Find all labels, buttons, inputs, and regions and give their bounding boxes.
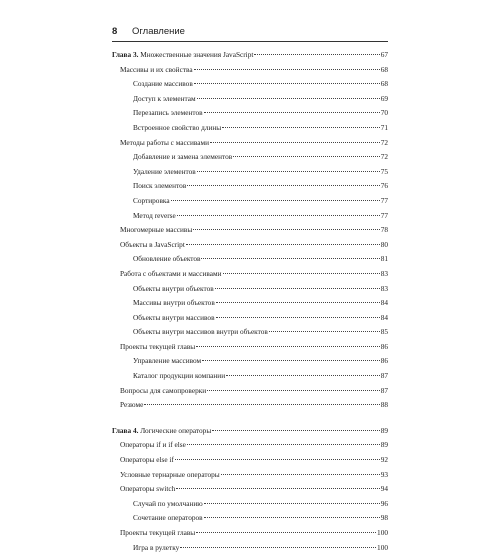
toc-page-number: 72 [380, 137, 388, 147]
toc-entry-text: Резюме [120, 400, 144, 410]
toc-page-number: 77 [380, 210, 388, 220]
toc-page-number: 89 [380, 425, 388, 435]
toc-entry-text: Игра в рулетку [133, 542, 180, 552]
toc-entry-title [133, 369, 225, 384]
toc-page-number: 93 [380, 469, 388, 479]
toc-entry[interactable] [112, 398, 388, 413]
dot-leader [202, 360, 380, 361]
toc-page-number: 86 [380, 341, 388, 351]
toc-entry-title [133, 179, 186, 194]
toc-entry-title [133, 296, 215, 311]
dot-leader [201, 258, 379, 259]
toc-entry-title [133, 92, 196, 107]
toc-page-number: 75 [380, 166, 388, 176]
toc-entry-text: Метод reverse [133, 210, 176, 220]
toc-entry-title [133, 209, 176, 224]
toc-entry-title [133, 194, 170, 209]
dot-leader [196, 532, 376, 533]
toc-entry-text: Условные тернарные операторы [120, 469, 220, 479]
toc-entry-text: Проекты текущей главы [120, 341, 196, 351]
dot-leader [216, 317, 380, 318]
dot-leader [193, 229, 379, 230]
toc-entry-text: Обновление объектов [133, 254, 201, 264]
toc-entry-text: Операторы if и if else [120, 440, 186, 450]
toc-entry-title [112, 424, 211, 439]
toc-entry[interactable] [112, 136, 388, 151]
toc-entry-text: Методы работы с массивами [120, 137, 210, 147]
dot-leader [176, 488, 379, 489]
toc-entry-title [133, 282, 214, 297]
toc-entry-title [133, 325, 268, 340]
toc-entry-title [120, 384, 206, 399]
dot-leader [196, 346, 379, 347]
toc-entry[interactable] [112, 165, 388, 180]
header-rule [112, 41, 388, 42]
toc-page-number: 94 [380, 484, 388, 494]
toc-entry-text: Массивы внутри объектов [133, 298, 215, 308]
chapter-label: Глава 4. [112, 425, 139, 435]
toc-entry-text: Множественные значения JavaScript [140, 50, 254, 59]
toc-entry-text: Объекты внутри массивов внутри объектов [133, 327, 268, 337]
toc-entry-text: Удаление элементов [133, 166, 196, 176]
toc-page-number: 83 [380, 268, 388, 278]
toc-chapter-entry[interactable] [112, 424, 388, 439]
toc-entry-title [112, 48, 253, 63]
toc-entry-title [120, 526, 195, 541]
toc-entry[interactable] [112, 63, 388, 78]
toc-entry-title [120, 482, 175, 497]
toc-page-number: 72 [380, 152, 388, 162]
toc-entry[interactable] [112, 106, 388, 121]
dot-leader [197, 171, 380, 172]
toc-page-number: 68 [380, 79, 388, 89]
toc-entry[interactable] [112, 354, 388, 369]
toc-entry-title [133, 497, 203, 512]
toc-entry-text: Сортировка [133, 195, 170, 205]
toc-page-number: 68 [380, 64, 388, 74]
dot-leader [187, 444, 380, 445]
section-gap [112, 413, 388, 424]
header-title: Оглавление [132, 26, 185, 37]
toc-page-number: 83 [380, 283, 388, 293]
dot-leader [210, 142, 380, 143]
toc-entry-text: Операторы else if [120, 455, 174, 465]
toc-page-number: 98 [380, 513, 388, 523]
dot-leader [194, 69, 380, 70]
dot-leader [175, 459, 380, 460]
toc-entry-title [120, 468, 220, 483]
toc-entry[interactable] [112, 238, 388, 253]
toc-entry-text: Вопросы для самопроверки [120, 385, 207, 395]
toc-entry[interactable] [112, 453, 388, 468]
toc-entry[interactable] [112, 92, 388, 107]
dot-leader [221, 474, 380, 475]
toc-entry[interactable] [112, 296, 388, 311]
toc-entry[interactable] [112, 194, 388, 209]
toc-entry-title [133, 150, 232, 165]
toc-entry[interactable] [112, 497, 388, 512]
toc-entry-text: Доступ к элементам [133, 93, 196, 103]
toc-entry-title [133, 541, 179, 555]
toc-page-number: 70 [380, 108, 388, 118]
dot-leader [186, 244, 380, 245]
toc-entry-title [120, 267, 222, 282]
toc-entry-title [120, 238, 185, 253]
toc-entry-text: Объекты в JavaScript [120, 239, 185, 249]
toc-entry-title [120, 223, 192, 238]
toc-entry[interactable] [112, 438, 388, 453]
running-header [112, 26, 388, 37]
toc-entry[interactable] [112, 77, 388, 92]
toc-entry-text: Объекты внутри массивов [133, 312, 215, 322]
toc-entry-title [133, 77, 193, 92]
toc-entry-title [120, 398, 143, 413]
toc-page-number: 71 [380, 122, 388, 132]
toc-entry[interactable] [112, 267, 388, 282]
dot-leader [226, 375, 380, 376]
toc-entry-title [120, 438, 186, 453]
toc-entry-title [133, 252, 200, 267]
toc-page-number: 84 [380, 312, 388, 322]
toc-page-number: 85 [380, 327, 388, 337]
toc-page-number: 88 [380, 400, 388, 410]
toc-entry[interactable] [112, 541, 388, 555]
toc-page-number: 89 [380, 440, 388, 450]
chapter-label: Глава 3. [112, 50, 139, 59]
dot-leader [171, 200, 380, 201]
dot-leader [197, 98, 380, 99]
toc-entry-title [120, 340, 195, 355]
toc-entry[interactable] [112, 340, 388, 355]
toc-entry-text: Сочетание операторов [133, 513, 203, 523]
toc-entry[interactable] [112, 384, 388, 399]
toc-entry[interactable] [112, 526, 388, 541]
toc-entry-title [133, 106, 203, 121]
toc-page-number: 81 [380, 254, 388, 264]
dot-leader [204, 503, 380, 504]
toc-entry[interactable] [112, 223, 388, 238]
toc-entry-text: Проекты текущей главы [120, 528, 196, 537]
toc-entry[interactable] [112, 150, 388, 165]
toc-entry-text: Многомерные массивы [120, 225, 193, 235]
dot-leader [215, 288, 380, 289]
toc-entry-text: Каталог продукции компании [133, 371, 226, 381]
dot-leader [223, 273, 380, 274]
dot-leader [177, 215, 380, 216]
table-of-contents [112, 48, 388, 555]
dot-leader [216, 302, 380, 303]
toc-entry[interactable] [112, 325, 388, 340]
toc-entry-text: Встроенное свойство длины [133, 122, 222, 132]
toc-page-number: 92 [380, 455, 388, 465]
toc-entry-text: Операторы switch [120, 484, 176, 494]
toc-entry[interactable] [112, 482, 388, 497]
toc-page-number: 76 [380, 181, 388, 191]
toc-entry[interactable] [112, 511, 388, 526]
page-number: 8 [112, 26, 118, 37]
toc-entry-title [120, 63, 193, 78]
toc-page-number: 87 [380, 371, 388, 381]
toc-entry-text: Управление массивом [133, 356, 202, 366]
toc-entry[interactable] [112, 282, 388, 297]
dot-leader [187, 185, 379, 186]
dot-leader [194, 83, 380, 84]
toc-entry-title [120, 136, 209, 151]
toc-entry-title [133, 511, 203, 526]
toc-entry-text: Создание массивов [133, 79, 193, 89]
toc-entry-text: Поиск элементов [133, 181, 187, 191]
toc-entry-title [133, 311, 215, 326]
dot-leader [254, 54, 379, 55]
toc-page-number: 67 [380, 50, 388, 59]
toc-page-number: 69 [380, 93, 388, 103]
toc-entry-title [133, 121, 221, 136]
toc-entry[interactable] [112, 369, 388, 384]
toc-entry[interactable] [112, 179, 388, 194]
toc-page-number: 87 [380, 385, 388, 395]
toc-page-number: 84 [380, 298, 388, 308]
toc-entry[interactable] [112, 311, 388, 326]
toc-page-number: 100 [377, 542, 388, 552]
dot-leader [180, 547, 376, 548]
toc-entry-title [133, 354, 201, 369]
toc-chapter-entry[interactable] [112, 48, 388, 63]
toc-entry-title [120, 453, 174, 468]
toc-page-number: 96 [380, 498, 388, 508]
toc-entry-text: Перезапись элементов [133, 108, 203, 118]
toc-entry[interactable] [112, 468, 388, 483]
toc-entry-text: Объекты внутри объектов [133, 283, 214, 293]
toc-page-number: 77 [380, 195, 388, 205]
dot-leader [207, 390, 380, 391]
dot-leader [204, 517, 380, 518]
dot-leader [204, 112, 380, 113]
toc-page-number: 100 [377, 528, 388, 537]
toc-page-number: 78 [380, 225, 388, 235]
dot-leader [212, 430, 379, 431]
dot-leader [233, 156, 380, 157]
toc-entry[interactable] [112, 209, 388, 224]
toc-page-number: 80 [380, 239, 388, 249]
dot-leader [269, 331, 380, 332]
toc-entry-text: Работа с объектами и массивами [120, 268, 222, 278]
toc-page-number: 86 [380, 356, 388, 366]
toc-entry-text: Случай по умолчанию [133, 498, 203, 508]
dot-leader [222, 127, 380, 128]
toc-entry-text: Логические операторы [140, 425, 212, 435]
toc-entry-title [133, 165, 196, 180]
toc-entry[interactable] [112, 252, 388, 267]
toc-entry-text: Массивы и их свойства [120, 64, 193, 74]
toc-entry[interactable] [112, 121, 388, 136]
dot-leader [144, 404, 379, 405]
toc-entry-text: Добавление и замена элементов [133, 152, 233, 162]
